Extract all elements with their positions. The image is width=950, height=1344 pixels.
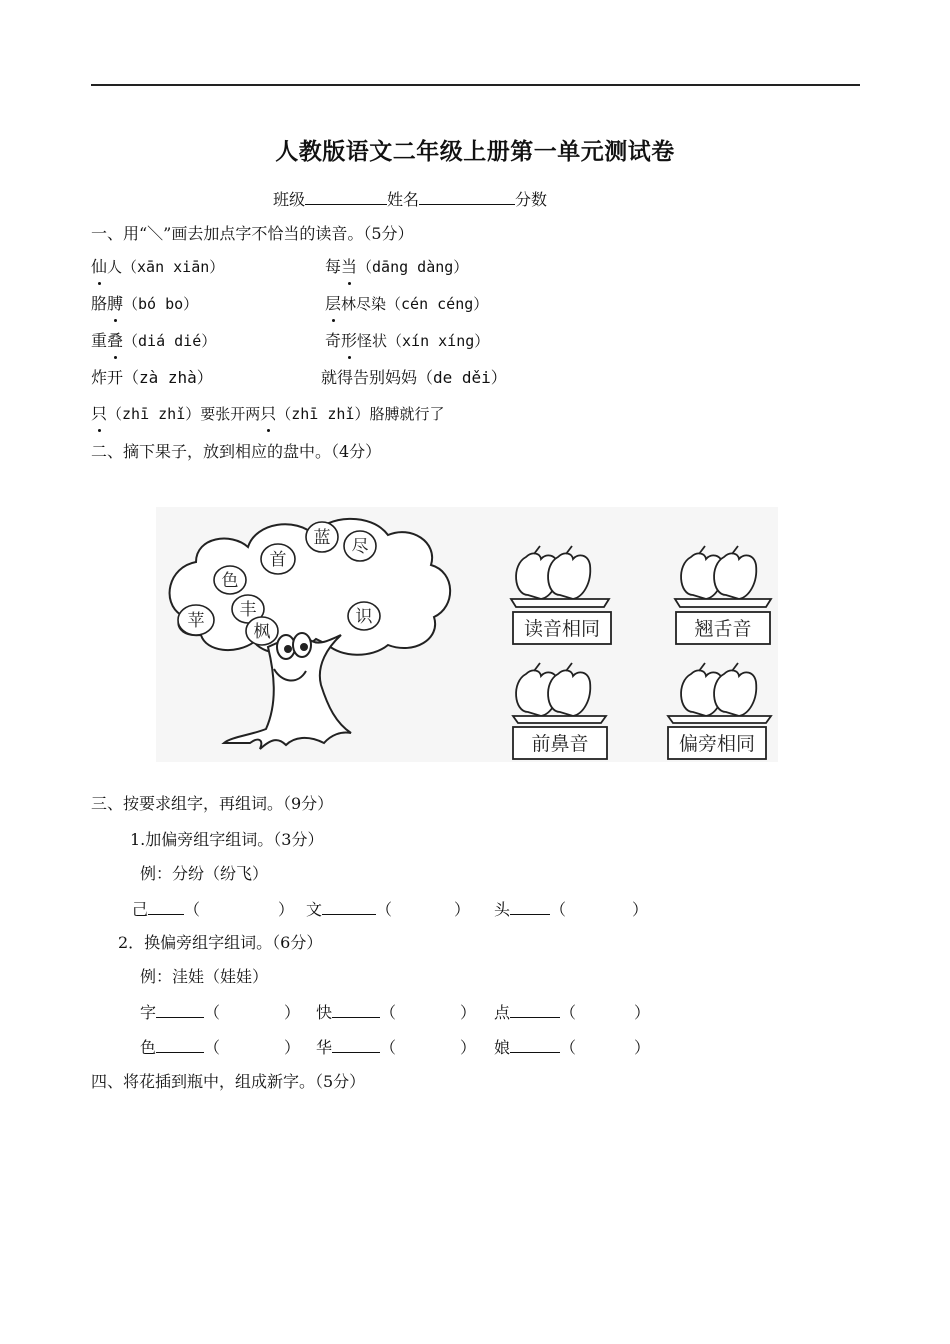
base-char: 点 xyxy=(494,1003,511,1022)
class-blank[interactable] xyxy=(305,188,387,205)
plate-label-front-nasal: 前鼻音 xyxy=(531,733,589,755)
answer-blank[interactable] xyxy=(156,1001,204,1018)
q1-item-4b: 就得告别妈妈（de děi） xyxy=(321,368,507,387)
dotted-char: 膊 xyxy=(107,294,124,313)
answer-blank[interactable] xyxy=(332,1036,380,1053)
page-title: 人教版语文二年级上册第一单元测试卷 xyxy=(275,138,675,165)
paren-close: ） xyxy=(460,1038,477,1057)
q3-row2-item2 xyxy=(316,1001,476,1024)
base-char: 娘 xyxy=(494,1038,511,1057)
item-text: 怪状（xín xíng） xyxy=(357,332,490,350)
paren-close: ） xyxy=(632,900,649,919)
dotted-char: 形 xyxy=(341,331,358,350)
base-char: 快 xyxy=(316,1003,333,1022)
fruit-label-jin: 尽 xyxy=(351,537,369,557)
answer-blank[interactable] xyxy=(510,1001,560,1018)
q1-item-2b xyxy=(325,293,488,315)
base-char: 华 xyxy=(316,1038,333,1057)
answer-blank[interactable] xyxy=(156,1036,204,1053)
q1-item-1b xyxy=(325,256,468,278)
paren-close: ） xyxy=(284,1038,301,1057)
q1-heading: 一、用“＼”画去加点字不恰当的读音。（5分） xyxy=(91,224,414,243)
top-rule xyxy=(91,84,860,86)
dotted-char: 只 xyxy=(91,404,108,423)
base-char: 己 xyxy=(132,900,149,919)
plate-label-same-radical: 偏旁相同 xyxy=(678,733,756,755)
answer-blank[interactable] xyxy=(322,898,376,915)
paren-open: （ xyxy=(550,900,567,919)
q3-example2: 例：洼娃（娃娃） xyxy=(140,967,269,986)
paren-close: ） xyxy=(634,1003,651,1022)
q3-row1-item3 xyxy=(494,898,648,921)
item-text: 林尽染（cén céng） xyxy=(341,295,489,313)
tree-and-plates-figure xyxy=(156,507,778,762)
paren-close: ） xyxy=(634,1038,651,1057)
paren-close: ） xyxy=(278,900,295,919)
q3-row3-item1 xyxy=(140,1036,300,1059)
fruit-label-feng: 丰 xyxy=(239,600,257,620)
q4-heading: 四、将花插到瓶中，组成新字。（5分） xyxy=(91,1072,366,1091)
q1-item-2a xyxy=(91,293,198,315)
q2-heading: 二、摘下果子，放到相应的盘中。（4分） xyxy=(91,442,382,461)
fruit-label-feng-maple: 枫 xyxy=(253,622,271,642)
plate-label-same-sound: 读音相同 xyxy=(523,618,601,640)
q3-sub1: 1.加偏旁组字组词。（3分） xyxy=(130,830,324,849)
dotted-char: 当 xyxy=(341,257,358,276)
base-char: 文 xyxy=(306,900,323,919)
fruit-label-se: 色 xyxy=(221,571,239,591)
name-label: 姓名 xyxy=(387,190,420,209)
fruit-label-shou: 首 xyxy=(269,550,287,570)
paren-open: （ xyxy=(376,900,393,919)
dotted-char: 仙 xyxy=(91,257,108,276)
score-label: 分数 xyxy=(515,190,548,209)
paren-open: （ xyxy=(560,1003,577,1022)
base-char: 字 xyxy=(140,1003,157,1022)
q1-item-1a xyxy=(91,256,224,278)
answer-blank[interactable] xyxy=(148,898,184,915)
item-text: （zhī zhǐ）胳膊就行了 xyxy=(276,405,445,423)
answer-blank[interactable] xyxy=(332,1001,380,1018)
base-char: 头 xyxy=(494,900,511,919)
dotted-char: 层 xyxy=(325,294,342,313)
q1-item-3a xyxy=(91,330,216,352)
item-text: 人（xān xiān） xyxy=(107,258,225,276)
paren-close: ） xyxy=(284,1003,301,1022)
paren-open: （ xyxy=(184,900,201,919)
paren-open: （ xyxy=(560,1038,577,1057)
item-text: 胳 xyxy=(91,294,108,313)
q3-row1-item2 xyxy=(306,898,470,921)
item-text: 奇 xyxy=(325,331,342,350)
paren-open: （ xyxy=(204,1003,221,1022)
item-text: 重 xyxy=(91,331,108,350)
item-text: （zhī zhǐ）要张开两 xyxy=(107,405,261,423)
q3-row2-item1 xyxy=(140,1001,300,1024)
fruit-label-pin: 苹 xyxy=(187,611,205,631)
base-char: 色 xyxy=(140,1038,157,1057)
item-text: 每 xyxy=(325,257,342,276)
paren-close: ） xyxy=(454,900,471,919)
name-blank[interactable] xyxy=(419,188,515,205)
fruit-label-shi: 识 xyxy=(355,607,373,627)
item-text: （dāng dàng） xyxy=(357,258,469,276)
dotted-char: 叠 xyxy=(107,331,124,350)
q1-item-3b xyxy=(325,330,489,352)
item-text: （diá dié） xyxy=(123,332,217,350)
plate-label-retroflex: 翘舌音 xyxy=(694,618,752,640)
item-text: （bó bo） xyxy=(123,295,199,313)
q3-row3-item2 xyxy=(316,1036,476,1059)
answer-blank[interactable] xyxy=(510,1036,560,1053)
q1-item-5 xyxy=(91,403,444,425)
q3-example1: 例：分纷（纷飞） xyxy=(140,864,269,883)
fruit-label-lan: 蓝 xyxy=(313,528,331,548)
answer-blank[interactable] xyxy=(510,898,550,915)
q3-sub2: 2．换偏旁组字组词。（6分） xyxy=(118,933,323,952)
q3-row2-item3 xyxy=(494,1001,650,1024)
dotted-char: 只 xyxy=(260,404,277,423)
paren-open: （ xyxy=(380,1003,397,1022)
q1-item-4a: 炸开（zà zhà） xyxy=(91,368,213,387)
q3-row3-item3 xyxy=(494,1036,650,1059)
paren-open: （ xyxy=(204,1038,221,1057)
paren-close: ） xyxy=(460,1003,477,1022)
q3-row1-item1 xyxy=(132,898,294,921)
class-label: 班级 xyxy=(273,190,306,209)
header-fields xyxy=(273,188,547,211)
q3-heading: 三、按要求组字，再组词。（9分） xyxy=(91,794,334,813)
paren-open: （ xyxy=(380,1038,397,1057)
